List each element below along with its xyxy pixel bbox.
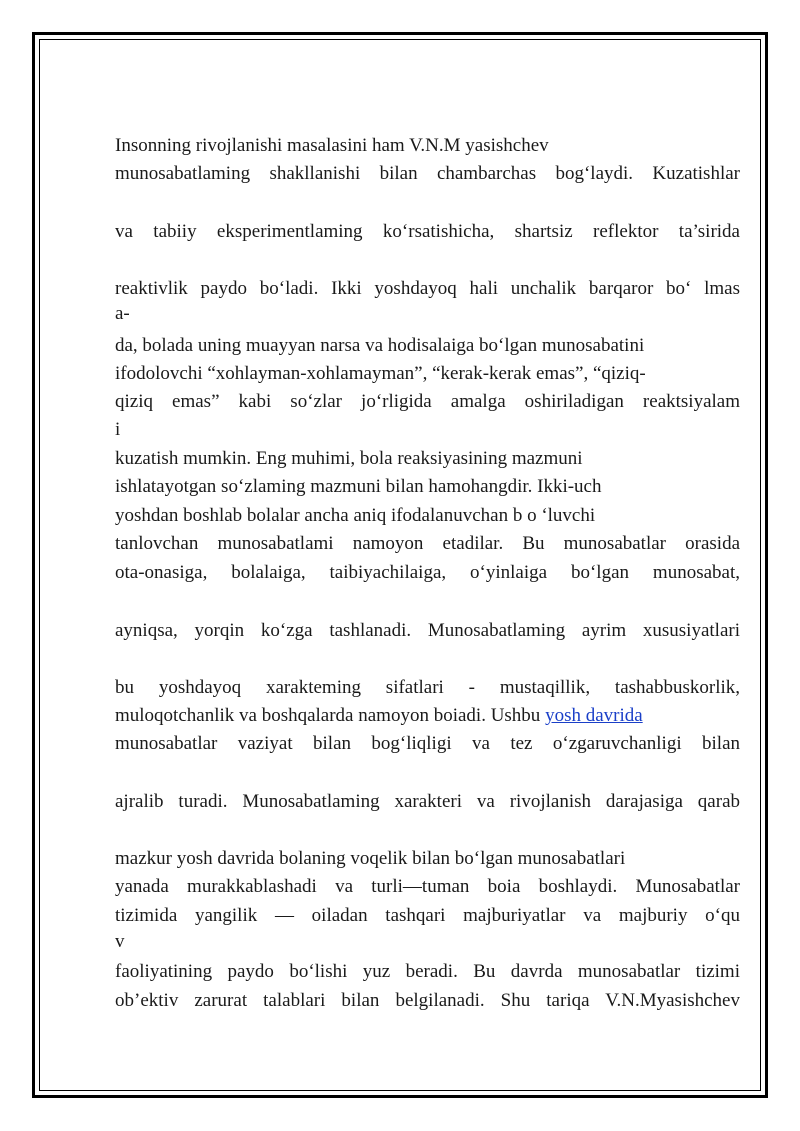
text-line: munosabatlaming shakllanishi bilan chambarchas bog‘laydi. Kuzatishlar <box>115 163 740 184</box>
text-line: ob’ektiv zarurat talablari bilan belgilanadi. Shu tariqa V.N.Myasishchev <box>115 990 740 1011</box>
text-line: va tabiiy eksperimentlaming ko‘rsatishicha, shartsiz reflektor ta’sirida <box>115 221 740 242</box>
text-line: ota-onasiga, bolalaiga, taibiyachilaiga, o‘yinlaiga bo‘lgan munosabat, <box>115 562 740 583</box>
text-line: ishlatayotgan so‘zlaming mazmuni bilan hamohangdir. Ikki-uch <box>115 476 602 497</box>
text-line: v <box>115 931 125 952</box>
text-line: tizimida yangilik — oiladan tashqari majburiyatlar va majburiy o‘qu <box>115 905 740 926</box>
text-line: da, bolada uning muayyan narsa va hodisalaiga bo‘lgan munosabatini <box>115 335 645 356</box>
text-line: ifodolovchi “xohlayman-xohlamayman”, “kerak-kerak emas”, “qiziq- <box>115 363 646 384</box>
text-line: faoliyatining paydo bo‘lishi yuz beradi. Bu davrda munosabatlar tizimi <box>115 961 740 982</box>
text-line: tanlovchan munosabatlami namoyon etadilar. Bu munosabatlar orasida <box>115 533 740 554</box>
text-line: i <box>115 419 121 440</box>
text-line-segment: muloqotchanlik va boshqalarda namoyon boiadi. Ushbu <box>115 705 546 726</box>
text-line: yanada murakkablashadi va turli—tuman boia boshlaydi. Munosabatlar <box>115 876 740 897</box>
text-line: reaktivlik paydo bo‘ladi. Ikki yoshdayoq hali unchalik barqaror bo‘ lmas <box>115 278 740 299</box>
text-line: bu yoshdayoq xarakteming sifatlari - mustaqillik, tashabbuskorlik, <box>115 677 740 698</box>
text-line: ajralib turadi. Munosabatlaming xarakteri va rivojlanish darajasiga qarab <box>115 791 740 812</box>
text-line: Insonning rivojlanishi masalasini ham V.N.M yasishchev <box>115 135 549 156</box>
text-line: ayniqsa, yorqin ko‘zga tashlanadi. Munosabatlaming ayrim xususiyatlari <box>115 620 740 641</box>
text-line: kuzatish mumkin. Eng muhimi, bola reaksiyasining mazmuni <box>115 448 583 469</box>
text-line: yoshdan boshlab bolalar ancha aniq ifodalanuvchan b o ‘luvchi <box>115 505 596 526</box>
text-line: munosabatlar vaziyat bilan bog‘liqligi va tez o‘zgaruvchanligi bilan <box>115 733 740 754</box>
text-line <box>115 702 643 730</box>
text-line: mazkur yosh davrida bolaning voqelik bilan bo‘lgan munosabatlari <box>115 848 626 869</box>
text-line: qiziq emas” kabi so‘zlar jo‘rligida amalga oshiriladigan reaktsiyalam <box>115 391 740 412</box>
text-line: a- <box>115 303 130 324</box>
yosh-davrida-link[interactable]: yosh davrida <box>545 705 643 726</box>
